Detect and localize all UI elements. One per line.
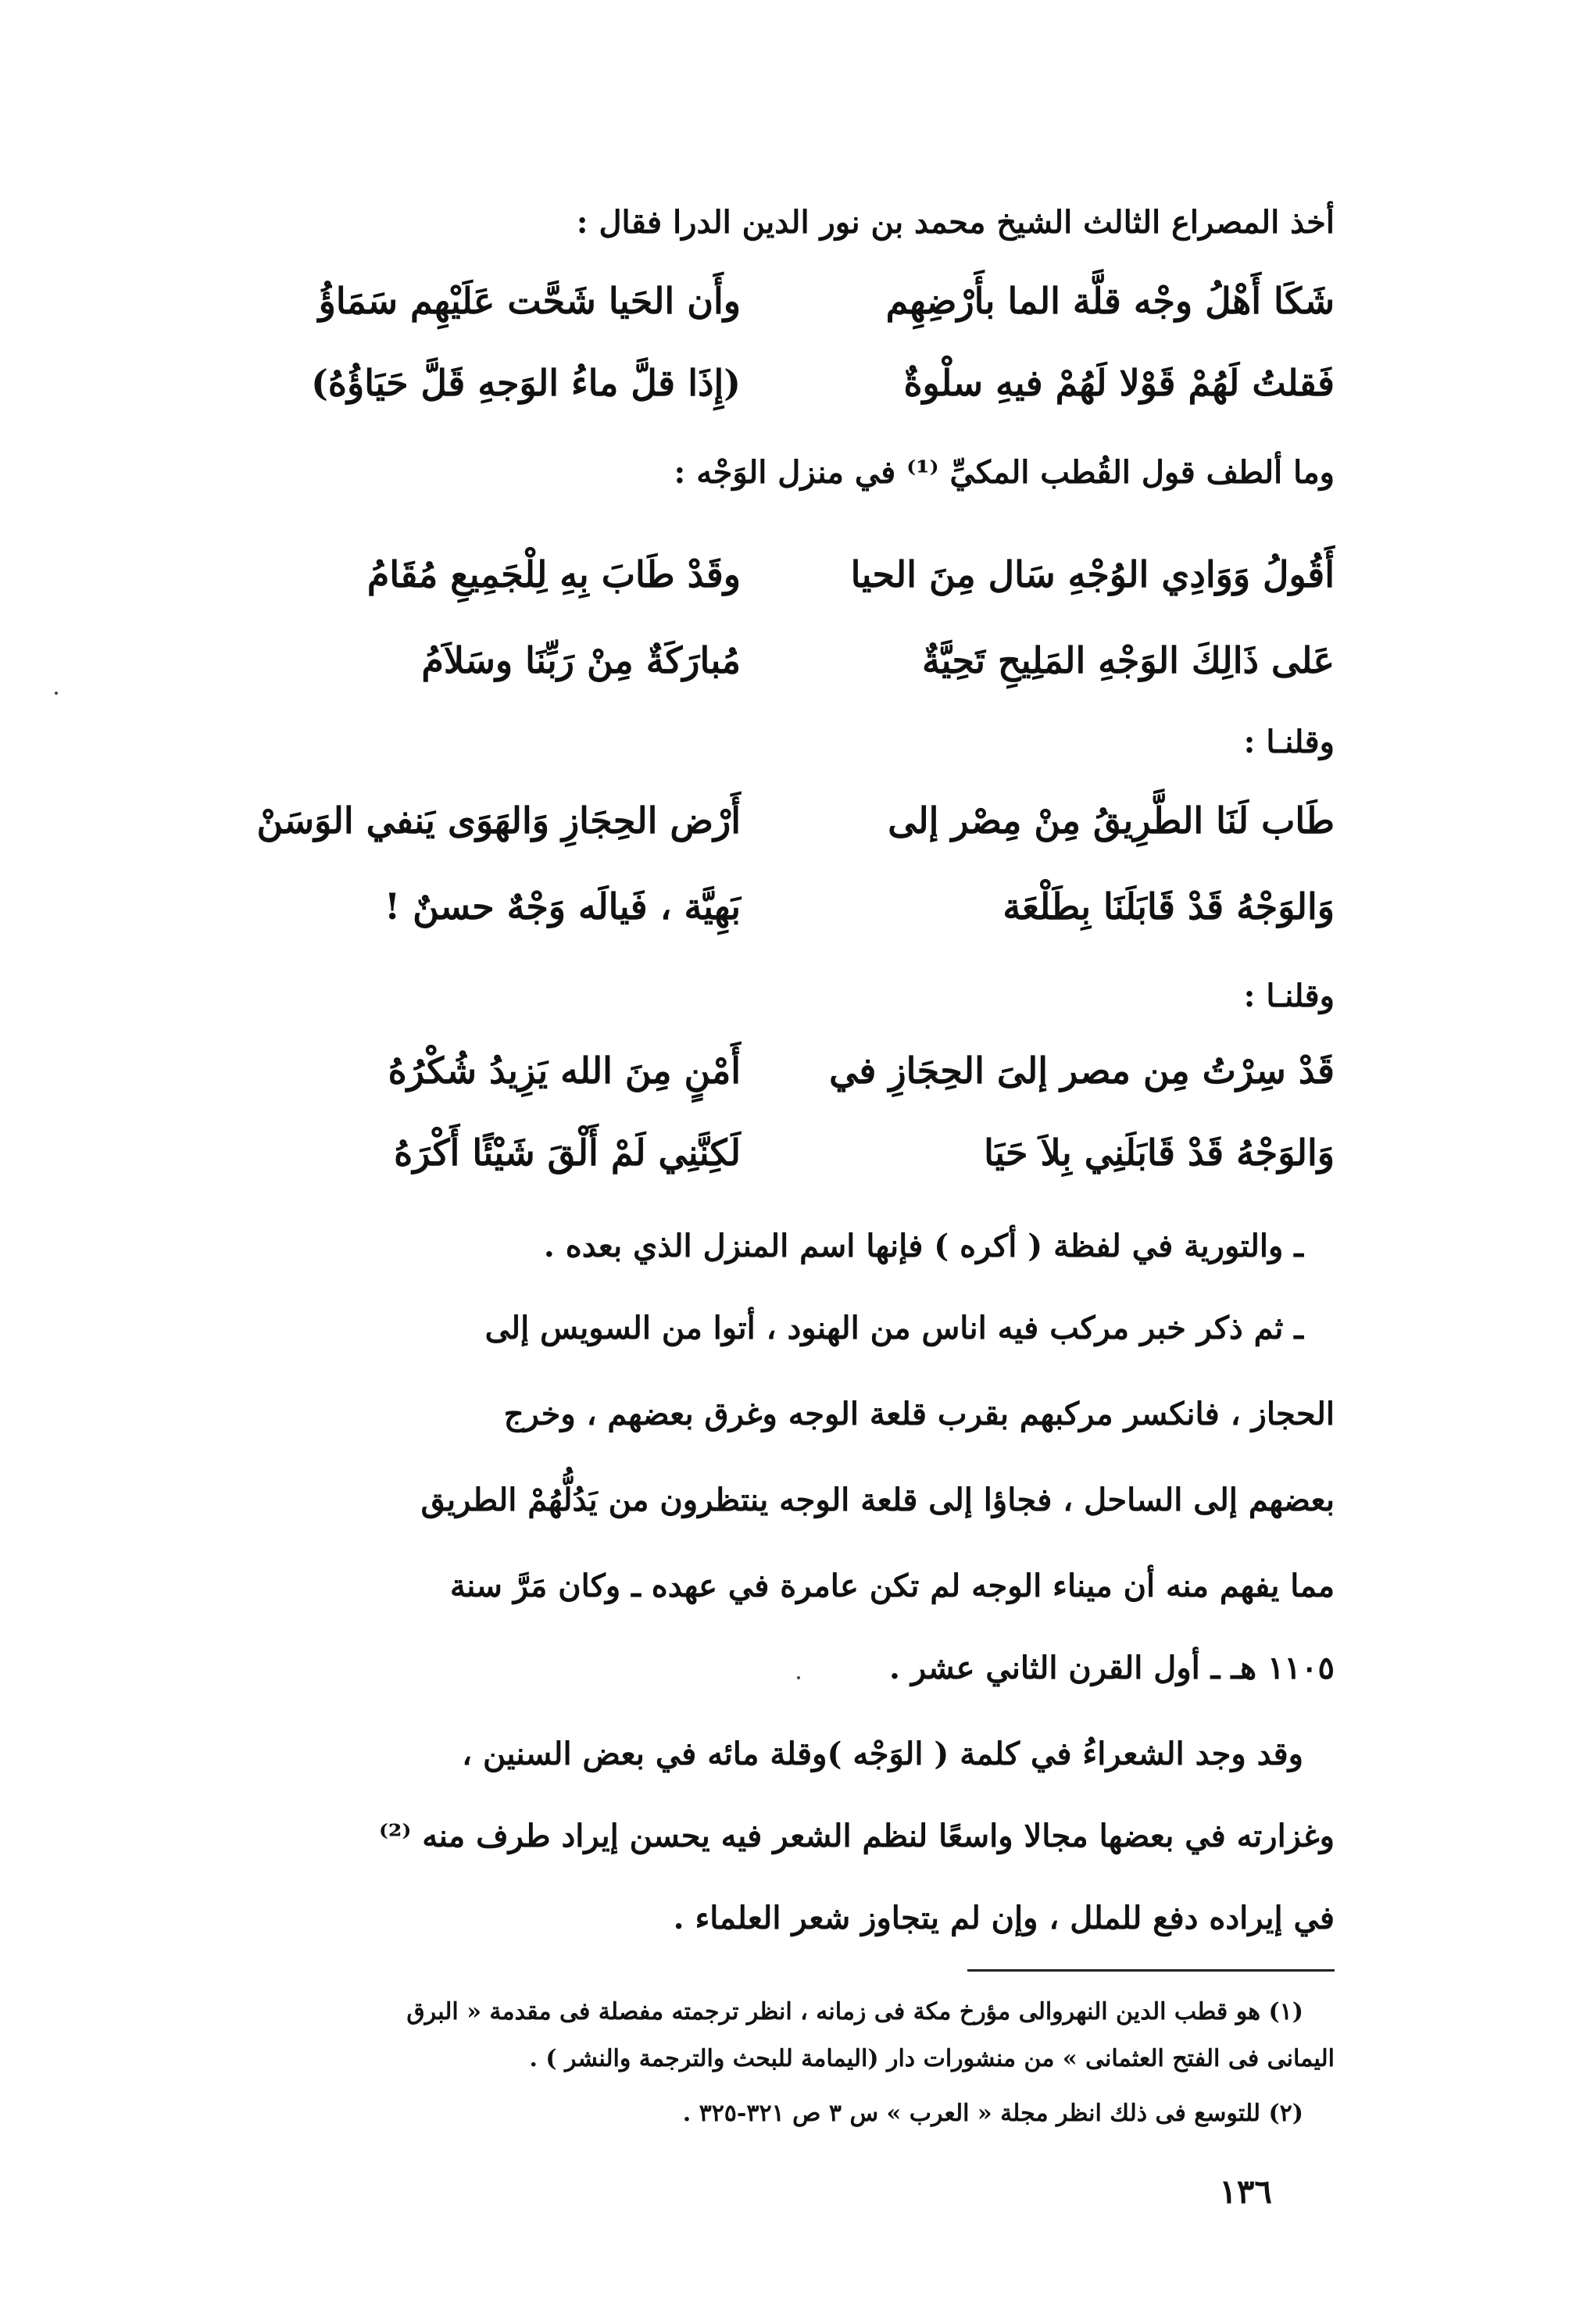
page-number: ١٣٦ bbox=[1219, 2172, 1272, 2211]
poem4-verse-2 bbox=[209, 1117, 1335, 1188]
hemistich-second: بَهِيَّة ، فَيالَه وَجْهٌ حسنٌ ! bbox=[384, 885, 741, 928]
hemistich-first: عَلى ذَالِكَ الوَجْهِ المَلِيحِ تَحِيَّةٌ bbox=[921, 639, 1335, 681]
scan-speck bbox=[797, 1676, 800, 1679]
para1-line-2: الحجاز ، فانكسر مركبهم بقرب قلعة الوجه وغرق بعضهم ، وخرج bbox=[503, 1396, 1335, 1432]
poem2-verse-2 bbox=[209, 625, 1335, 695]
para2-line-3: في إيراده دفع للملل ، وإن لم يتجاوز شعر العلماء . bbox=[673, 1900, 1335, 1936]
said-label-1: وقلنـا : bbox=[1243, 724, 1335, 760]
scan-speck bbox=[55, 692, 58, 695]
intro2-line: وما ألطف قول القُطب المكيِّ ⁽¹⁾ في منزل الوَجْه : bbox=[674, 454, 1335, 491]
hemistich-first: قَدْ سِرْتُ مِن مصر إلىَ الحِجَازِ في bbox=[829, 1049, 1335, 1092]
hemistich-second: وقَدْ طَابَ بِهِ لِلْجَمِيعِ مُقَامُ bbox=[366, 553, 741, 595]
hemistich-second: وأَن الحَيا شَحَّت عَلَيْهِم سَمَاؤُ bbox=[318, 280, 741, 322]
tawriya-note: ـ والتورية في لفظة ( أكره ) فإنها اسم المنزل الذي بعده . bbox=[543, 1228, 1303, 1264]
hemistich-first: طَاب لَنَا الطَّرِيقُ مِنْ مِصْر إلى bbox=[888, 799, 1335, 842]
hemistich-second: مُبارَكَةٌ مِنْ رَبِّنَا وسَلاَمُ bbox=[421, 639, 741, 681]
hemistich-second: أَمْنٍ مِنَ الله يَزِيدُ شُكْرُهُ bbox=[388, 1049, 741, 1092]
poem2-verse-1 bbox=[209, 539, 1335, 610]
footnote-1-line-2: اليمانى فى الفتح العثمانى » من منشورات دار (اليمامة للبحث والترجمة والنشر ) . bbox=[529, 2045, 1335, 2072]
said-label-2: وقلنـا : bbox=[1243, 978, 1335, 1014]
hemistich-first: وَالوَجْهُ قَدْ قَابَلَنِي بِلاَ حَيَا bbox=[984, 1132, 1335, 1174]
para1-line-1: ـ ثم ذكر خبر مركب فيه اناس من الهنود ، أتوا من السويس إلى bbox=[484, 1310, 1303, 1346]
hemistich-second: أَرْض الحِجَازِ وَالهَوَى يَنفي الوَسَنْ bbox=[256, 799, 741, 842]
poem1-verse-2 bbox=[209, 348, 1335, 418]
footnote-separator bbox=[967, 1969, 1335, 1972]
para2-line-2: وغزارته في بعضها مجالا واسعًا لنظم الشعر فيه يحسن إيراد طرف منه ⁽²⁾ bbox=[379, 1818, 1335, 1854]
poem3-verse-1 bbox=[209, 785, 1335, 856]
intro-line: أخذ المصراع الثالث الشيخ محمد بن نور الدين الدرا فقال : bbox=[576, 204, 1335, 241]
para1-line-3: بعضهم إلى الساحل ، فجاؤا إلى قلعة الوجه ينتظرون من يَدُلُّهُمْ الطريق bbox=[420, 1482, 1335, 1518]
para1-line-5: ١١٠٥ هـ ـ أول القرن الثاني عشر . bbox=[889, 1650, 1335, 1686]
hemistich-second: لَكِنَّنِي لَمْ أَلْقَ شَيْئًا أَكْرَهُ bbox=[394, 1132, 741, 1174]
hemistich-first: فَقلتُ لَهُمْ قَوْلا لَهُمْ فيهِ سلْوةٌ bbox=[903, 362, 1335, 404]
para1-line-4: مما يفهم منه أن ميناء الوجه لم تكن عامرة في عهده ـ وكان مَرَّ سنة bbox=[449, 1568, 1335, 1604]
para2-line-1: وقد وجد الشعراءُ في كلمة ( الوَجْه )وقلة مائه في بعض السنين ، bbox=[462, 1736, 1303, 1772]
footnote-1-line-1: (١) هو قطب الدين النهروالى مؤرخ مكة فى زمانه ، انظر ترجمته مفصلة فى مقدمة « البرق bbox=[406, 1998, 1303, 2025]
hemistich-first: وَالوَجْهُ قَدْ قَابَلَنَا بِطَلْعَة bbox=[1003, 885, 1335, 928]
hemistich-first: شَكَا أَهْلُ وجْه قلَّة الما بأَرْضِهِم bbox=[885, 280, 1335, 322]
poem1-verse-1 bbox=[209, 266, 1335, 336]
poem4-verse-1 bbox=[209, 1035, 1335, 1106]
footnote-2: (٢) للتوسع فى ذلك انظر مجلة « العرب » س ٣ ص ٣٢١-٣٢٥ . bbox=[682, 2100, 1303, 2127]
hemistich-second: (إِذَا قلَّ ماءُ الوَجهِ قَلَّ حَيَاؤُهُ) bbox=[311, 362, 741, 404]
poem3-verse-2 bbox=[209, 871, 1335, 942]
hemistich-first: أَقُولُ وَوَادِي الوُجْهِ سَال مِنَ الحيا bbox=[850, 553, 1335, 595]
